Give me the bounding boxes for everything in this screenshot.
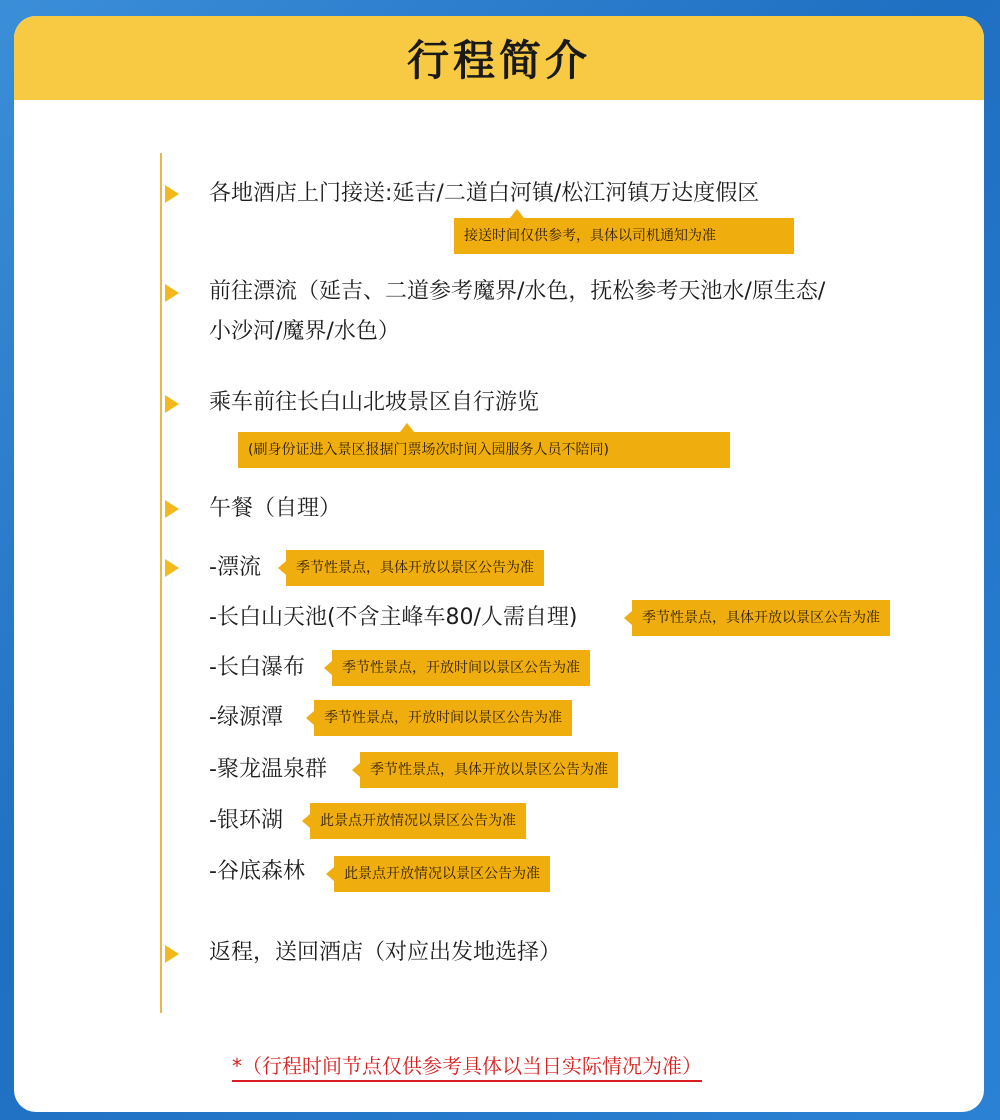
item-rafting-line1: 前往漂流（延吉、二道参考魔界/水色，抚松参考天池水/原生态/ [209, 279, 826, 304]
waterfall-note [332, 650, 590, 686]
item-rafting-spot: -漂流 [209, 555, 261, 580]
rafting-spot-note [286, 550, 544, 586]
valley-forest-note-text: 此景点开放情况以景区公告为准 [344, 866, 540, 882]
item-lunch: 午餐（自理） [209, 496, 342, 521]
item-return: 返程，送回酒店（对应出发地选择） [209, 940, 562, 965]
spot-lvyuan-pool: -绿源潭 [209, 705, 283, 730]
timeline-bullet-icon [165, 395, 179, 413]
valley-forest-note [334, 856, 550, 892]
spot-tianchi: -长白山天池(不含主峰车80/人需自理) [209, 605, 578, 630]
hot-springs-note [360, 752, 618, 788]
timeline-bullet-icon [165, 559, 179, 577]
timeline-bullet-icon [165, 284, 179, 302]
page-title: 行程简介 [406, 36, 591, 85]
hot-springs-note-text: 季节性景点，具体开放以景区公告为准 [370, 762, 608, 778]
yinhuan-lake-note [310, 803, 526, 839]
lvyuan-pool-note [314, 700, 572, 736]
scenic-area-note-text: (刷身份证进入景区报据门票场次时间入园服务人员不陪同) [248, 442, 609, 458]
rafting-spot-note-text: 季节性景点，具体开放以景区公告为准 [296, 560, 534, 576]
scenic-area-note [238, 432, 730, 468]
item-scenic-area: 乘车前往长白山北坡景区自行游览 [209, 390, 540, 415]
yinhuan-lake-note-text: 此景点开放情况以景区公告为准 [320, 813, 516, 829]
waterfall-note-text: 季节性景点，开放时间以景区公告为准 [342, 660, 580, 676]
spot-yinhuan-lake: -银环湖 [209, 808, 283, 833]
timeline-bullet-icon [165, 945, 179, 963]
timeline-line [160, 153, 162, 1013]
footnote: *（行程时间节点仅供参考具体以当日实际情况为准） [232, 1052, 702, 1082]
itinerary-card [14, 16, 984, 1112]
spot-hot-springs: -聚龙温泉群 [209, 757, 327, 782]
spot-valley-forest: -谷底森林 [209, 859, 305, 884]
item-rafting-line2: 小沙河/魔界/水色） [209, 319, 400, 344]
item-pickup: 各地酒店上门接送:延吉/二道白河镇/松江河镇万达度假区 [209, 181, 760, 206]
tianchi-note-text: 季节性景点，具体开放以景区公告为准 [642, 610, 880, 626]
title-banner [14, 16, 984, 114]
timeline-bullet-icon [165, 500, 179, 518]
spot-waterfall: -长白瀑布 [209, 655, 305, 680]
lvyuan-pool-note-text: 季节性景点，开放时间以景区公告为准 [324, 710, 562, 726]
tianchi-note [632, 600, 890, 636]
pickup-note [454, 218, 794, 254]
pickup-note-text: 接送时间仅供参考，具体以司机通知为准 [464, 228, 716, 244]
timeline-bullet-icon [165, 185, 179, 203]
